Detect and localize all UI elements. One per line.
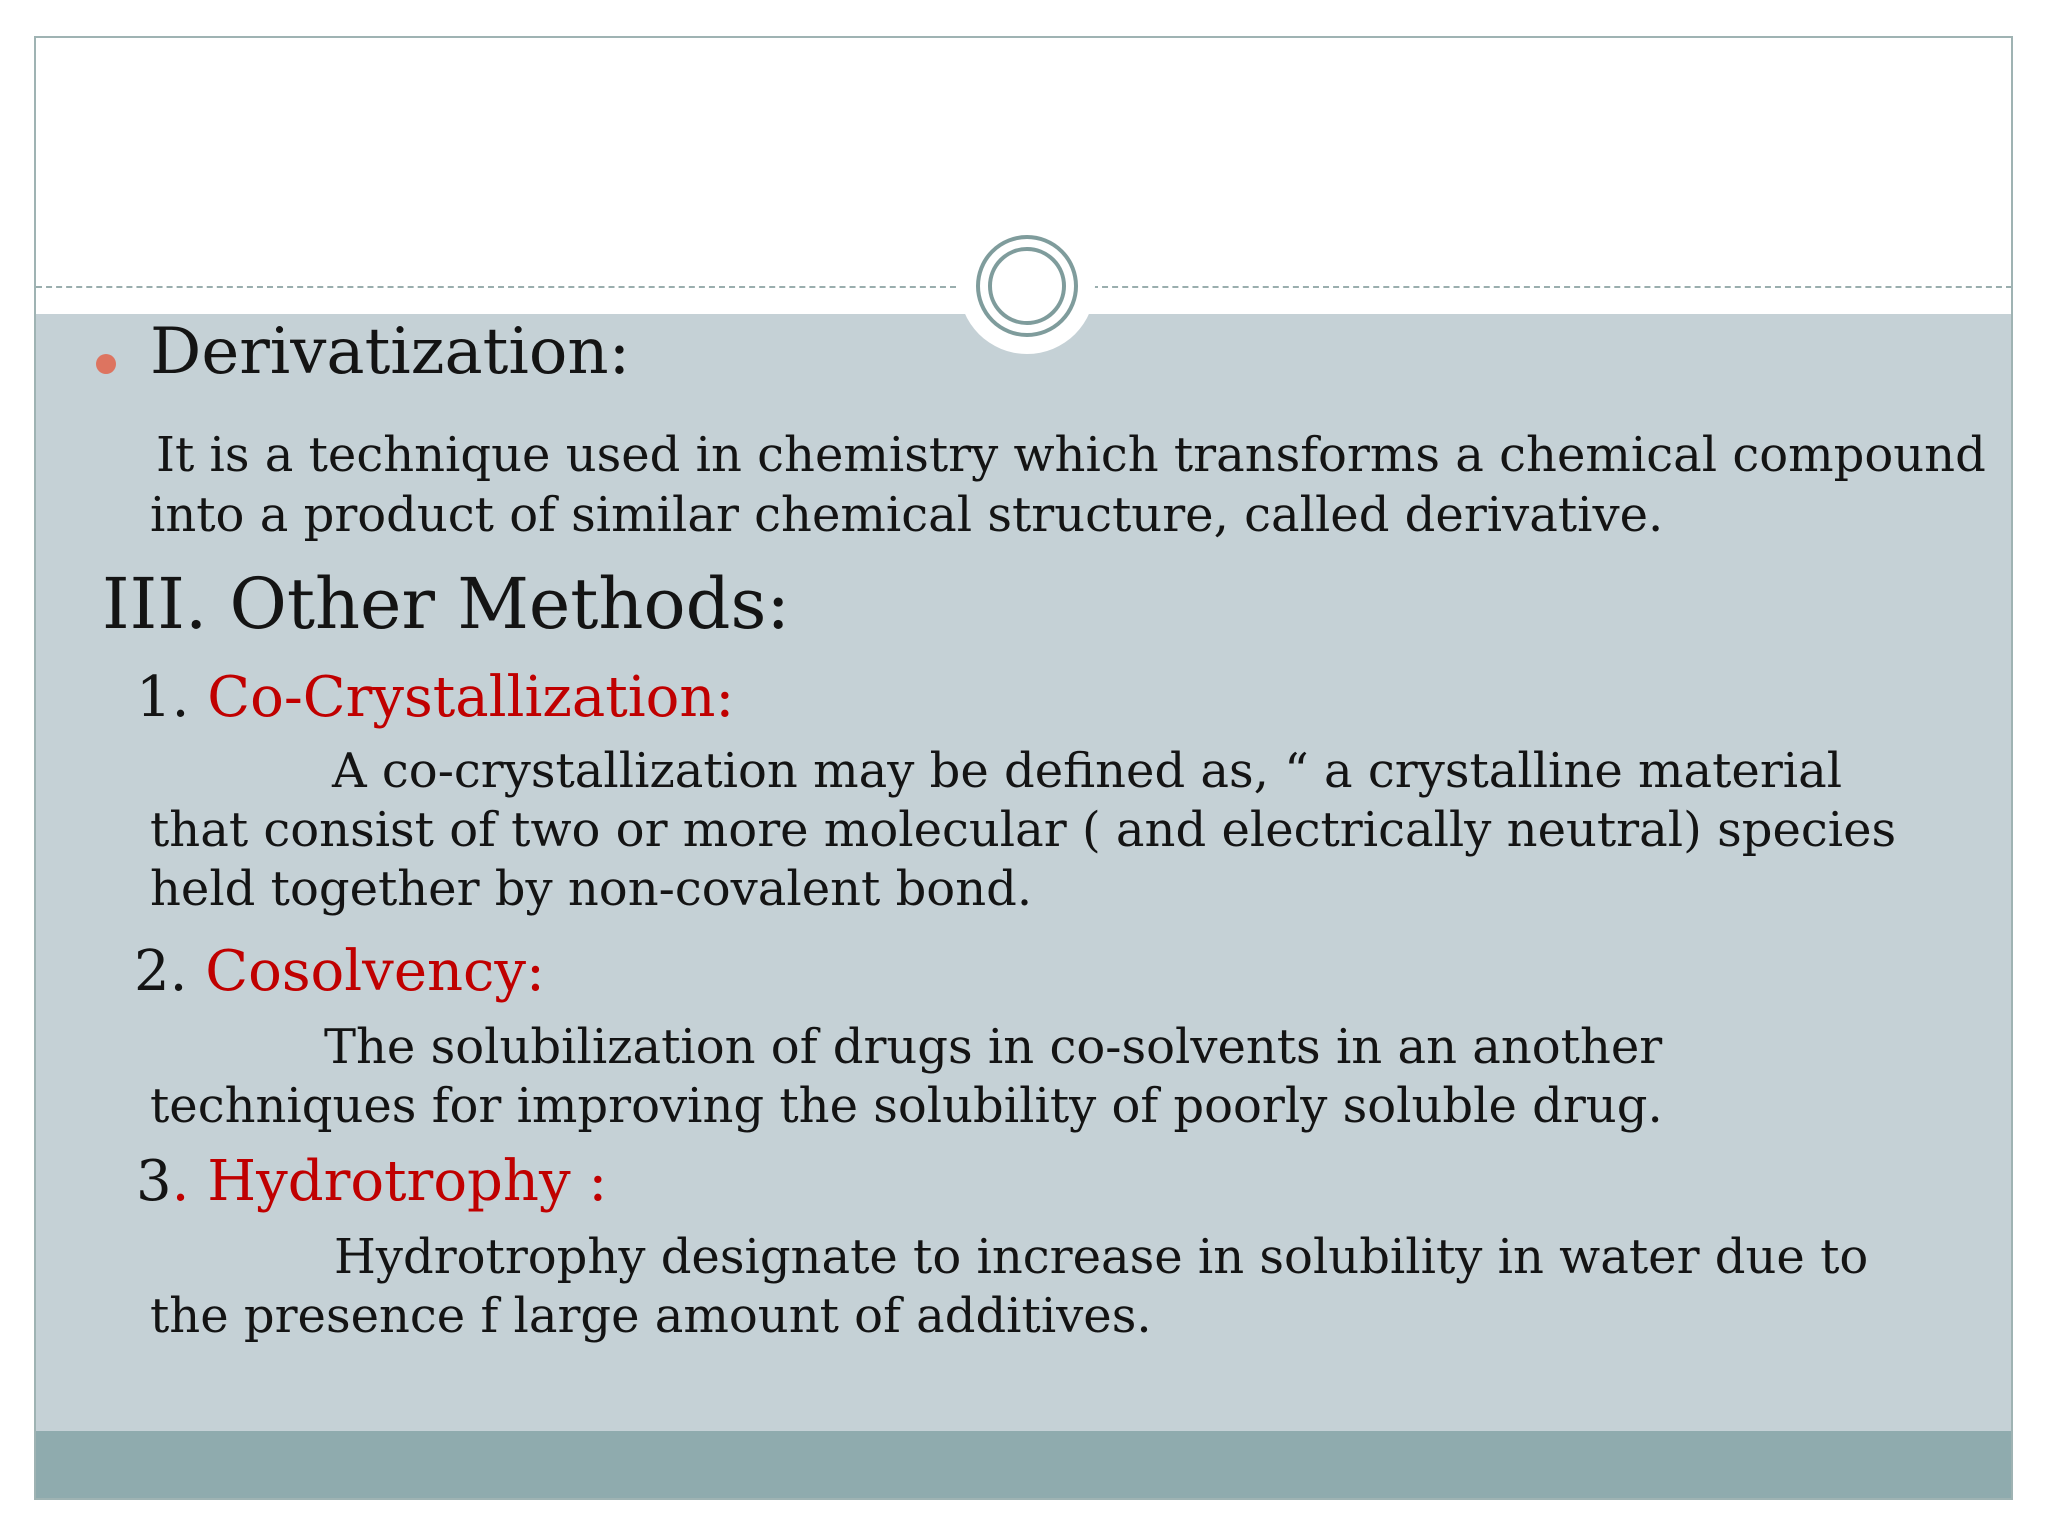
method-2-line-2: techniques for improving the solubility of poorly soluble drug. bbox=[150, 1078, 1663, 1134]
method-1-number: 1. bbox=[136, 665, 190, 730]
method-1-heading bbox=[136, 666, 734, 730]
method-2-number: 2. bbox=[134, 939, 188, 1004]
footer-band bbox=[36, 1431, 2011, 1500]
derivatization-line-1: It is a technique used in chemistry which transforms a chemical compound bbox=[156, 427, 1986, 483]
slide bbox=[34, 36, 2013, 1500]
inner-ring bbox=[988, 247, 1066, 325]
bullet-dot-icon bbox=[96, 354, 116, 374]
method-3-line-1: Hydrotrophy designate to increase in solubility in water due to bbox=[334, 1229, 1869, 1285]
derivatization-line-2: into a product of similar chemical structure, called derivative. bbox=[150, 487, 1664, 543]
section-title: III. Other Methods: bbox=[102, 563, 790, 645]
method-1-line-1: A co-crystallization may be defined as, “ a crystalline material bbox=[332, 743, 1843, 799]
method-3-number: 3 bbox=[136, 1149, 172, 1214]
method-2-name: Cosolvency: bbox=[205, 939, 545, 1004]
dashed-divider-left bbox=[36, 286, 956, 288]
method-2-heading bbox=[134, 940, 545, 1004]
method-1-line-2: that consist of two or more molecular ( and electrically neutral) species bbox=[150, 802, 1897, 858]
method-3-heading bbox=[136, 1150, 607, 1214]
method-3-name: . Hydrotrophy : bbox=[171, 1149, 608, 1214]
method-1-name: Co-Crystallization: bbox=[207, 665, 735, 730]
circle-ornament-icon bbox=[959, 218, 1095, 354]
method-2-line-1: The solubilization of drugs in co-solvents in an another bbox=[324, 1019, 1663, 1075]
dashed-divider-right bbox=[1092, 286, 2012, 288]
method-1-line-3: held together by non-covalent bond. bbox=[150, 861, 1033, 917]
method-3-line-2: the presence f large amount of additives. bbox=[150, 1288, 1152, 1344]
derivatization-heading: Derivatization: bbox=[150, 315, 631, 389]
